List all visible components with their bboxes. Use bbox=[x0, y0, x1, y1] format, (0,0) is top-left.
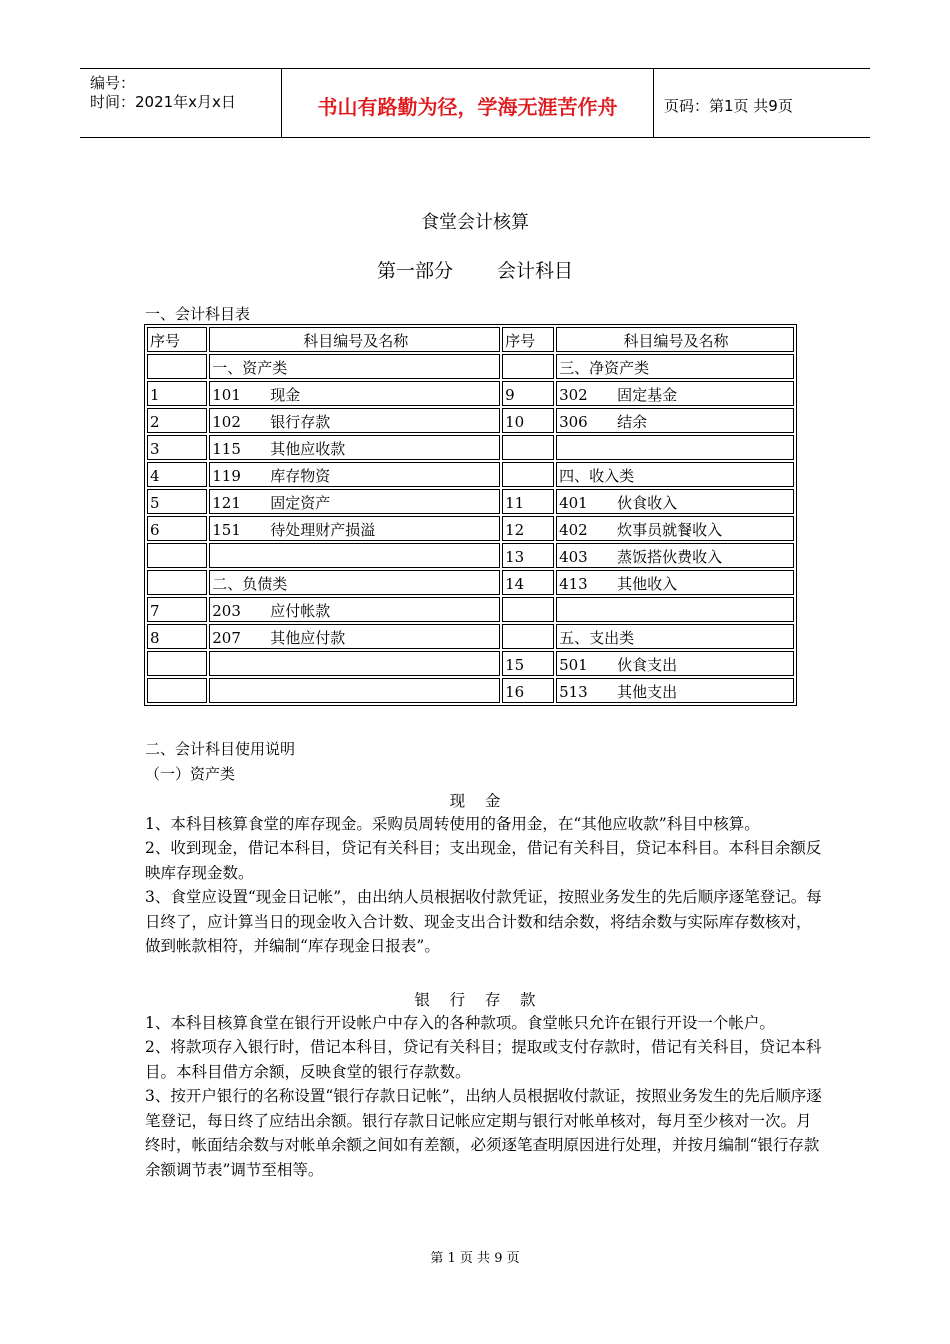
subject-name: 库存物资 bbox=[270, 467, 331, 485]
header-cell-subject: 科目编号及名称 bbox=[209, 327, 500, 352]
subject-table bbox=[144, 324, 797, 706]
cash-paragraph-3: 3、食堂应设置“现金日记帐”，由出纳人员根据收付款凭证，按照业务发生的先后顺序逐笔登记。每日终了，应计算当日的现金收入合计数、现金支出合计数和结余数，将结余数与实际库存数核对，做到帐款相符，并编制“库存现金日报表”。 bbox=[145, 888, 822, 955]
table-row bbox=[147, 651, 794, 676]
table-row bbox=[147, 489, 794, 514]
subject-cell bbox=[209, 543, 500, 568]
bank-deposit-heading: 银 行 存 款 bbox=[414, 991, 536, 1009]
subject-name: 三、净资产类 bbox=[559, 359, 650, 377]
header-cell-subject: 科目编号及名称 bbox=[556, 327, 794, 352]
header-cell-seq: 序号 bbox=[147, 327, 207, 352]
subject-name: 其他收入 bbox=[617, 575, 678, 593]
subject-cell bbox=[556, 516, 794, 541]
seq-cell: 1 bbox=[147, 381, 207, 406]
table-row bbox=[147, 516, 794, 541]
number-label: 编号： bbox=[90, 74, 136, 92]
subject-code: 207 bbox=[212, 629, 241, 647]
subject-code: 306 bbox=[559, 413, 588, 431]
subject-code: 121 bbox=[212, 494, 241, 512]
table-row bbox=[147, 408, 794, 433]
part-heading bbox=[0, 256, 950, 283]
subject-cell bbox=[209, 354, 500, 379]
subject-code: 151 bbox=[212, 521, 241, 539]
subject-cell bbox=[556, 354, 794, 379]
seq-cell: 3 bbox=[147, 435, 207, 460]
seq-cell bbox=[502, 597, 554, 622]
subject-name: 银行存款 bbox=[270, 413, 331, 431]
subject-cell bbox=[209, 516, 500, 541]
table-row bbox=[147, 570, 794, 595]
subject-code: 102 bbox=[212, 413, 241, 431]
subject-name: 伙食收入 bbox=[617, 494, 678, 512]
seq-cell bbox=[147, 678, 207, 703]
subject-code: 203 bbox=[212, 602, 241, 620]
subject-cell bbox=[556, 435, 794, 460]
bank-paragraph-3: 3、按开户银行的名称设置“银行存款日记帐”，出纳人员根据收付款证，按照业务发生的先后顺序逐笔登记，每日终了应结出余额。银行存款日记帐应定期与银行对帐单核对，每月至少核对一次。月终时，帐面结余数与对帐单余额之间如有差额，必须逐笔查明原因进行处理，并按月编制“银行存款余额调节表”调节至相等。 bbox=[145, 1087, 822, 1179]
header-meta-cell bbox=[80, 69, 281, 137]
subject-cell bbox=[209, 408, 500, 433]
subject-cell bbox=[209, 597, 500, 622]
subject-code: 302 bbox=[559, 386, 588, 404]
subject-cell bbox=[556, 651, 794, 676]
subject-code: 119 bbox=[212, 467, 241, 485]
subject-cell bbox=[556, 489, 794, 514]
subject-name: 四、收入类 bbox=[559, 467, 635, 485]
seq-cell: 7 bbox=[147, 597, 207, 622]
subject-name: 结余 bbox=[617, 413, 648, 431]
subject-cell bbox=[556, 678, 794, 703]
cash-paragraph-2: 2、收到现金，借记本科目，贷记有关科目；支出现金，借记有关科目，贷记本科目。本科目余额反映库存现金数。 bbox=[145, 839, 822, 882]
table-row bbox=[147, 543, 794, 568]
table-row bbox=[147, 435, 794, 460]
seq-cell: 2 bbox=[147, 408, 207, 433]
subject-name: 蒸饭搭伙费收入 bbox=[617, 548, 723, 566]
subject-code: 401 bbox=[559, 494, 588, 512]
table-row bbox=[147, 624, 794, 649]
subject-name: 其他支出 bbox=[617, 683, 678, 701]
seq-cell: 14 bbox=[502, 570, 554, 595]
subject-code: 403 bbox=[559, 548, 588, 566]
document-title: 食堂会计核算 bbox=[421, 212, 529, 233]
subject-cell bbox=[556, 570, 794, 595]
subject-cell bbox=[209, 570, 500, 595]
subject-cell bbox=[556, 381, 794, 406]
seq-cell: 4 bbox=[147, 462, 207, 487]
seq-cell: 5 bbox=[147, 489, 207, 514]
part-label: 第一部分 bbox=[376, 260, 453, 282]
subject-cell bbox=[556, 624, 794, 649]
time-label: 时间：2021年x月x日 bbox=[90, 93, 236, 111]
seq-cell bbox=[502, 624, 554, 649]
document-header bbox=[80, 68, 870, 138]
seq-cell: 9 bbox=[502, 381, 554, 406]
page-info: 页码：第1页 共9页 bbox=[664, 97, 793, 115]
seq-cell: 8 bbox=[147, 624, 207, 649]
subject-name: 炊事员就餐收入 bbox=[617, 521, 723, 539]
subject-cell bbox=[209, 462, 500, 487]
subject-cell bbox=[209, 435, 500, 460]
table-row bbox=[147, 462, 794, 487]
subject-name: 一、资产类 bbox=[212, 359, 288, 377]
cash-paragraph-1: 1、本科目核算食堂的库存现金。采购员周转使用的备用金，在“其他应收款”科目中核算。 bbox=[145, 815, 760, 833]
seq-cell bbox=[502, 435, 554, 460]
subject-name: 现金 bbox=[270, 386, 301, 404]
subject-name: 应付帐款 bbox=[270, 602, 331, 620]
table-row bbox=[147, 678, 794, 703]
table-header-row bbox=[147, 327, 794, 352]
seq-cell: 15 bbox=[502, 651, 554, 676]
cash-heading: 现 金 bbox=[449, 792, 501, 810]
subject-code: 413 bbox=[559, 575, 588, 593]
seq-cell: 6 bbox=[147, 516, 207, 541]
seq-cell: 12 bbox=[502, 516, 554, 541]
subject-name: 固定基金 bbox=[617, 386, 678, 404]
table-row bbox=[147, 597, 794, 622]
subject-cell bbox=[556, 543, 794, 568]
subject-name: 五、支出类 bbox=[559, 629, 635, 647]
table-row bbox=[147, 381, 794, 406]
subject-cell bbox=[209, 651, 500, 676]
subject-code: 402 bbox=[559, 521, 588, 539]
subject-code: 501 bbox=[559, 656, 588, 674]
table-row bbox=[147, 354, 794, 379]
seq-cell: 13 bbox=[502, 543, 554, 568]
subject-code: 101 bbox=[212, 386, 241, 404]
bank-paragraph-1: 1、本科目核算食堂在银行开设帐户中存入的各种款项。食堂帐只允许在银行开设一个帐户。 bbox=[145, 1014, 775, 1032]
seq-cell bbox=[147, 651, 207, 676]
seq-cell: 16 bbox=[502, 678, 554, 703]
subject-cell bbox=[209, 678, 500, 703]
subject-cell bbox=[556, 408, 794, 433]
subject-cell bbox=[556, 597, 794, 622]
section-heading-usage: 二、会计科目使用说明 bbox=[145, 740, 296, 758]
subject-cell bbox=[556, 462, 794, 487]
subject-code: 115 bbox=[212, 440, 241, 458]
motto-text: 书山有路勤为径，学海无涯苦作舟 bbox=[317, 95, 618, 119]
bank-paragraph-2: 2、将款项存入银行时，借记本科目，贷记有关科目；提取或支付存款时，借记有关科目，贷记本科目。本科目借方余额，反映食堂的银行存款数。 bbox=[145, 1038, 822, 1081]
seq-cell bbox=[147, 543, 207, 568]
header-page-cell bbox=[654, 69, 870, 137]
header-cell-seq: 序号 bbox=[502, 327, 554, 352]
subject-name: 固定资产 bbox=[270, 494, 331, 512]
subject-name: 其他应付款 bbox=[270, 629, 346, 647]
header-motto-cell bbox=[281, 69, 654, 137]
seq-cell: 11 bbox=[502, 489, 554, 514]
subject-code: 513 bbox=[559, 683, 588, 701]
subject-name: 其他应收款 bbox=[270, 440, 346, 458]
subject-cell bbox=[209, 381, 500, 406]
subject-name: 二、负债类 bbox=[212, 575, 288, 593]
subject-cell bbox=[209, 489, 500, 514]
section-heading-subject-table: 一、会计科目表 bbox=[145, 305, 251, 323]
seq-cell bbox=[147, 570, 207, 595]
subsection-assets: （一）资产类 bbox=[145, 765, 236, 783]
subject-cell bbox=[209, 624, 500, 649]
subject-name: 伙食支出 bbox=[617, 656, 678, 674]
page-footer: 第 1 页 共 9 页 bbox=[430, 1251, 520, 1266]
subject-name: 待处理财产损溢 bbox=[270, 521, 376, 539]
seq-cell bbox=[502, 354, 554, 379]
seq-cell: 10 bbox=[502, 408, 554, 433]
part-title: 会计科目 bbox=[497, 260, 574, 282]
seq-cell bbox=[147, 354, 207, 379]
seq-cell bbox=[502, 462, 554, 487]
